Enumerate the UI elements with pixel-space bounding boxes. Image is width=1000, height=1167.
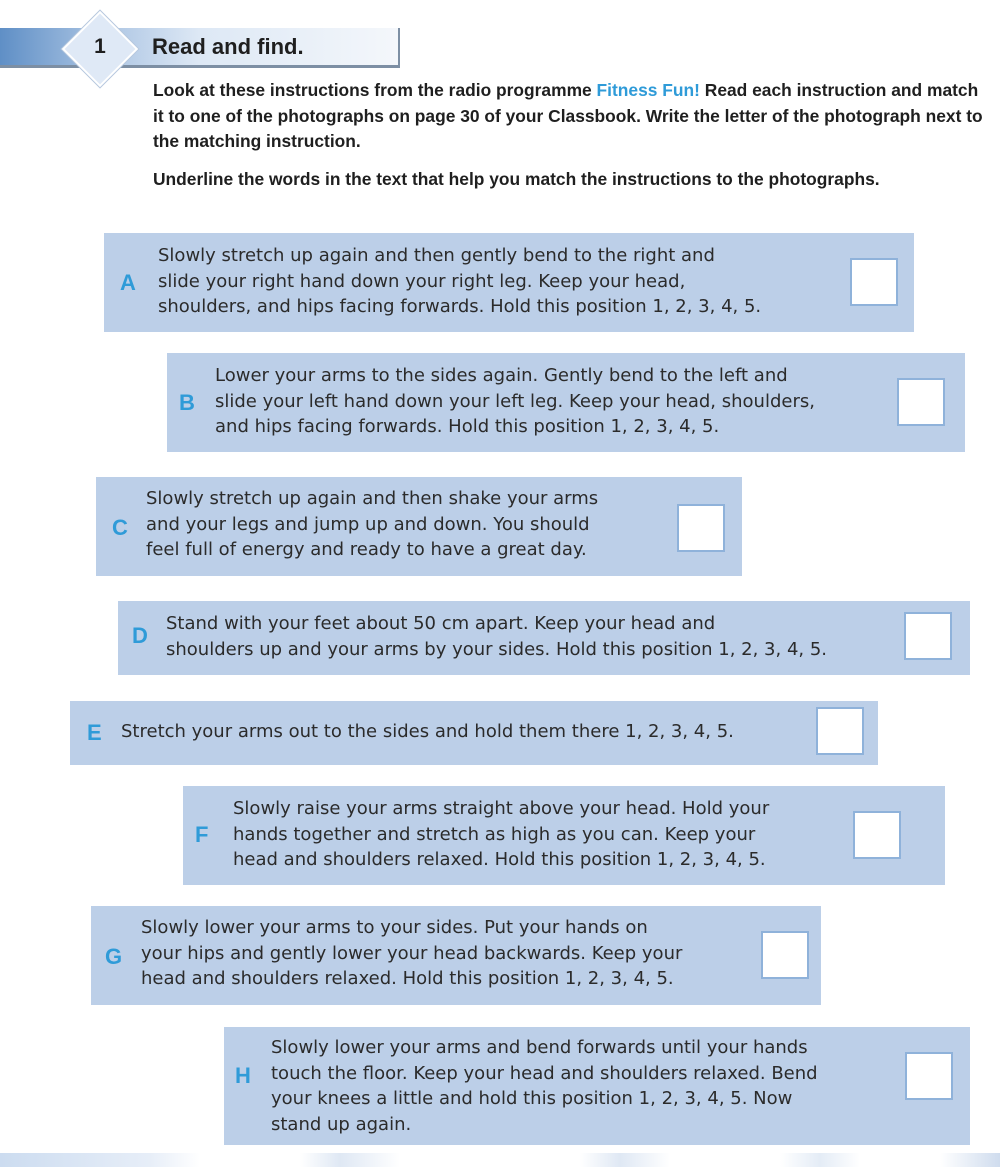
instructions-text-start: Look at these instructions from the radio programme [153, 80, 597, 100]
card-line: slide your left hand down your left leg. Keep your head, shoulders, [215, 390, 815, 412]
answer-box[interactable] [853, 811, 901, 859]
card-letter: A [120, 270, 136, 295]
answer-box[interactable] [905, 1052, 953, 1100]
card-letter: G [105, 944, 123, 969]
card-line: shoulders, and hips facing forwards. Hold this position 1, 2, 3, 4, 5. [158, 296, 762, 317]
card-line: your hips and gently lower your head backwards. Keep your [141, 942, 683, 964]
card-letter: C [112, 515, 128, 540]
page-bottom-decoration [0, 1153, 1000, 1167]
card-line: and your legs and jump up and down. You should [146, 513, 590, 535]
card-line: head and shoulders relaxed. Hold this position 1, 2, 3, 4, 5. [141, 968, 674, 989]
programme-name: Fitness Fun! [596, 80, 700, 100]
card-line: hands together and stretch as high as you can. Keep your [233, 823, 756, 845]
answer-box[interactable] [897, 378, 945, 426]
answer-box[interactable] [904, 612, 952, 660]
instruction-card-d [118, 601, 970, 675]
instruction-card-a [104, 233, 914, 332]
section-number: 1 [94, 35, 106, 58]
card-line: Slowly raise your arms straight above your head. Hold your [233, 798, 770, 819]
card-line: Lower your arms to the sides again. Gently bend to the left and [215, 365, 788, 386]
card-letter: H [235, 1063, 251, 1088]
card-line: Slowly stretch up again and then gently bend to the right and [158, 245, 715, 266]
card-line: feel full of energy and ready to have a great day. [146, 539, 587, 560]
answer-box[interactable] [761, 931, 809, 979]
section-title: Read and find. [152, 34, 304, 59]
instructions-paragraph-2: Underline the words in the text that help you match the instructions to the photographs. [153, 168, 880, 189]
card-line: your knees a little and hold this position 1, 2, 3, 4, 5. Now [271, 1088, 793, 1109]
instruction-card-b [167, 353, 965, 452]
card-line: Stretch your arms out to the sides and hold them there 1, 2, 3, 4, 5. [121, 721, 734, 742]
card-line: slide your right hand down your right leg. Keep your head, [158, 270, 686, 292]
card-text [215, 363, 815, 440]
card-line: touch the floor. Keep your head and shoulders relaxed. Bend [271, 1062, 818, 1084]
card-line: Slowly lower your arms and bend forwards until your hands [271, 1037, 808, 1058]
card-letter: F [195, 822, 209, 847]
card-line: and hips facing forwards. Hold this position 1, 2, 3, 4, 5. [215, 416, 720, 437]
instruction-card-e [70, 701, 878, 765]
card-line: head and shoulders relaxed. Hold this position 1, 2, 3, 4, 5. [233, 849, 766, 870]
card-text [271, 1035, 818, 1137]
instructions-paragraph-1 [153, 78, 983, 155]
card-line: Stand with your feet about 50 cm apart. Keep your head and [166, 613, 716, 634]
instruction-card-g [91, 906, 821, 1005]
instructions-block [153, 78, 983, 204]
card-text [233, 796, 769, 873]
card-text [158, 243, 761, 320]
card-letter: E [87, 720, 102, 745]
card-line: Slowly stretch up again and then shake your arms [146, 488, 599, 509]
card-text [166, 611, 827, 662]
instruction-card-c [96, 477, 742, 576]
card-text [146, 486, 598, 563]
card-line: stand up again. [271, 1113, 412, 1135]
card-line: shoulders up and your arms by your sides. Hold this position 1, 2, 3, 4, 5. [166, 638, 828, 660]
instruction-card-h [224, 1027, 970, 1145]
answer-box[interactable] [816, 707, 864, 755]
instructions-text-end: Read each instruction and match it to one of the photographs on page 30 of your Classbook. Write the letter of the photograph next to the matching instruction. [153, 80, 983, 151]
card-text [141, 915, 682, 992]
instruction-card-f [183, 786, 945, 885]
answer-box[interactable] [850, 258, 898, 306]
card-text [121, 719, 734, 745]
card-letter: B [179, 390, 195, 415]
card-letter: D [132, 623, 148, 648]
card-line: Slowly lower your arms to your sides. Put your hands on [141, 917, 648, 938]
answer-box[interactable] [677, 504, 725, 552]
